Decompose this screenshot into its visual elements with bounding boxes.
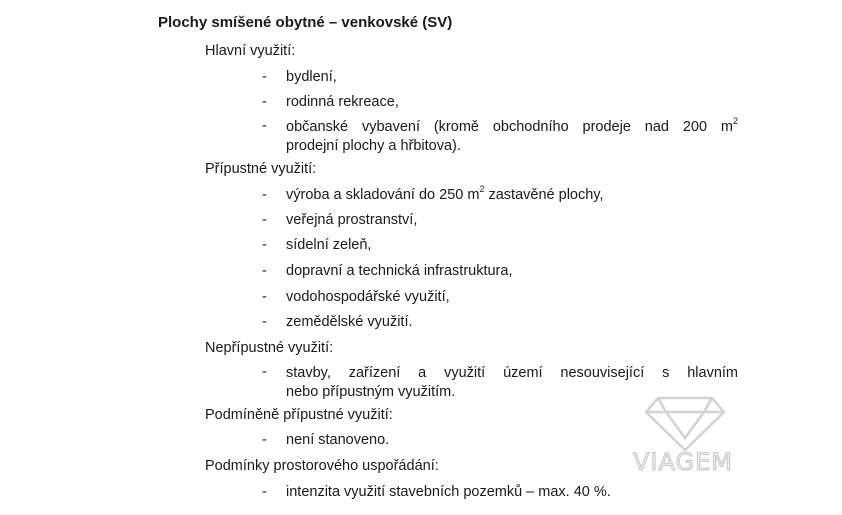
heading-spatial-conditions: Podmínky prostorového uspořádání: [205,458,439,474]
heading-prohibited-use: Nepřípustné využití: [205,340,334,356]
bullet-dash: - [262,212,267,228]
bullet-dash: - [262,314,267,330]
section-title: Plochy smíšené obytné – venkovské (SV) [158,14,453,31]
bullet-dash: - [262,484,267,500]
bullet-dash: - [262,432,267,448]
bullet-dash: - [262,187,267,203]
bullet-dash: - [262,237,267,253]
heading-main-use: Hlavní využití: [205,43,296,59]
bullet-dash: - [262,69,267,85]
document-page: Plochy smíšené obytné – venkovské (SV) Hlavní využití: - bydlení, - rodinná rekreace, - občanské vybavení (kromě obchodního prodeje nad 200 $m^2$ prodejní plochy a hřbitova). Přípustné využití: - výroba a skladování do 250 $m^2$ zastavěné plochy, - veřejná prostranství, - sídelní zeleň, - dopravní a technická infrastruktura, - vodohospodářské využití, - zemědělské využití. Nepřípustné využití: - stavby, zařízení a využití území nesouvisející s hlavním nebo přípustným využitím. Podmíněně přípustné využití: - není stanoveno. Podmínky prostorového uspořádání: - intenzita využití stavebních pozemků – max. 40 %. VIAGEM [0,0,842,515]
bullet-dash: - [262,118,267,134]
heading-conditional-use: Podmíněně přípustné využití: [205,407,393,423]
watermark-text: VIAGEM [633,448,733,476]
bullet-dash: - [262,364,267,380]
bullet-dash: - [262,289,267,305]
heading-permitted-use: Přípustné využití: [205,161,317,177]
bullet-dash: - [262,94,267,110]
bullet-dash: - [262,263,267,279]
